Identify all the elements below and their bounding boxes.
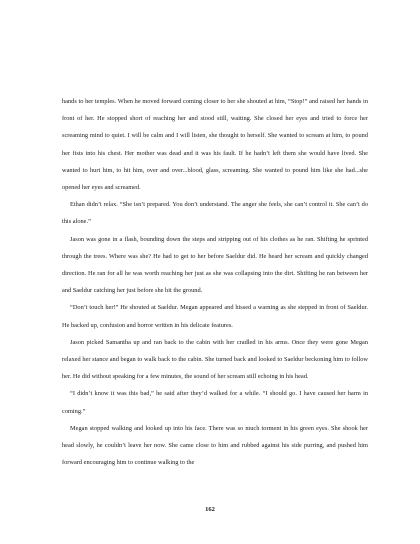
paragraph-7: Megan stopped walking and looked up into his face. There was so much torment in his green eyes. She shook her head slowly, he couldn’t leave her now. She came close to him and rubbed against his side purring, and pushed him forward encouraging him to continue walking to the xyxy=(62,424,368,467)
paragraph-4: “Don’t touch her!” He shouted at Saeldur. Megan appeared and hissed a warning as she stepped in front of Saeldur. He backed up, confusion and horror written in his delicate features. xyxy=(62,304,368,329)
paragraph-3: Jason was gone in a flash, bounding down the steps and stripping out of his clothes as he ran. Shifting he sprinted through the trees. Where was she? He had to get to her before Saeldur did. He heard her scream and quickly changed direction. He ran for all he was worth reaching her just as she was collapsing into the dirt. Shifting he ran between her and Saeldur catching her just before she hit the ground. xyxy=(62,235,368,295)
paragraph-1: hands to her temples. When he moved forward coming closer to her she shouted at him, “Stop!” and raised her hands in front of her. He stopped short of reaching her and stood still, waiting. She closed her eyes and tried to force her screaming mind to quiet. I will be calm and I will listen, she thought to herself. She wanted to scream at him, to pound her fists into his chest. Her mother was dead and it was his fault. If he hadn’t left them she would have lived. She wanted to hurt him, to hit him, over and over...blood, glass, screaming. She wanted to pound him like she had...she opened her eyes and screamed. xyxy=(62,98,368,192)
page-body-text xyxy=(62,93,368,471)
paragraph-5: Jason picked Samantha up and ran back to the cabin with her cradled in his arms. Once they were gone Megan relaxed her stance and began to walk back to the cabin. She turned back and looked to Saeldur beckoning him to follow her. He did without speaking for a few minutes, the sound of her scream still echoing in his head. xyxy=(62,338,368,381)
paragraph-2: Ethan didn’t relax. “She isn’t prepared. You don’t understand. The anger she feels, she can’t control it. She can’t do this alone.” xyxy=(62,201,368,226)
page-number: 162 xyxy=(205,506,215,513)
paragraph-6: “I didn’t know it was this bad,” he said after they’d walked for a while. “I should go. I have caused her harm in coming.” xyxy=(62,390,368,415)
